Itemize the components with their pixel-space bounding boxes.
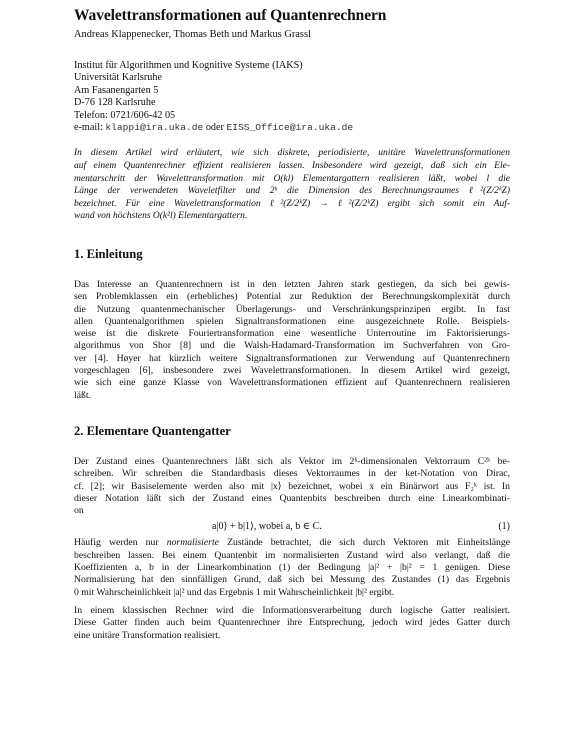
body-line: Normalisierung hat den sinnfälligen Grund, daß sich bei Messung des Zustandes (1) das Ergebnis (74, 574, 510, 586)
email-link-klappi[interactable]: klappi@ira.uka.de (105, 122, 204, 134)
body-line: cf. [2]; wir Basiselemente werden also mit |x⟩ bezeichnet, wobei x ein Binärwort aus F₂ᵏ ist. In (74, 480, 510, 492)
equation-body: a|0⟩ + b|1⟩, wobei a, b ∈ C. (212, 521, 322, 533)
abstract (74, 147, 510, 223)
paper-title: Wavelettransformationen auf Quantenrechnern (74, 7, 387, 24)
abstract-line: bezeichnet. Für eine Wavelettransformation ℓ²(Z/2ᵏZ) → ℓ²(Z/2ᵏZ) ergibt sich somit ein Auf- (74, 198, 510, 209)
text-span: Häufig werden nur (74, 537, 159, 549)
abstract-line: mentarschritt der Wavelettransformation mit O(kl) Elementargattern realisieren läßt, wobei l die (74, 173, 510, 184)
body-line: Das Interesse an Quantenrechnern ist in den letzten Jahren stark gestiegen, da sich bei gewis- (74, 279, 510, 290)
post-equation-text (74, 537, 510, 598)
paper-authors: Andreas Klappenecker, Thomas Beth und Markus Grassl (74, 29, 311, 40)
body-line: ver [4]. Høyer hat kürzlich weitere Signaltransformationen zur Verwendung auf Quantenrechnern (74, 352, 510, 364)
abstract-line: auf einem Quantenrechner effizient realisieren lassen. Insbesondere wird gezeigt, daß sich ein Ele- (74, 161, 510, 172)
body-line: In einem klassischen Rechner wird die Informationsverarbeitung durch logische Gatter realisiert. (74, 604, 510, 616)
email-line (74, 122, 510, 134)
body-line: schreiben. Wir schreiben die Standardbasis dieses Vektorraumes in der ket-Notation von Dirac, (74, 468, 510, 480)
body-line: wie sich eine ganze Klasse von Wavelettransformationen effizient auf Quantenrechnern realisieren (74, 377, 510, 389)
address-line: Am Fasanengarten 5 (74, 84, 159, 96)
author-address (74, 60, 510, 134)
body-line: weise ist die diskrete Fouriertransformation eine wesentliche Unterroutine im Faktorisierungs- (74, 328, 510, 340)
abstract-line: In diesem Artikel wird erläutert, wie sich diskrete, periodisierte, unitäre Wavelettransformationen (74, 148, 510, 159)
address-line: Universität Karlsruhe (74, 72, 162, 84)
body-line: on (74, 505, 84, 517)
abstract-line: Länge der verwendeten Waveletfilter und 2ᵏ die Dimension des Berechnungsraumes ℓ²(Z/2ᵏZ) (74, 186, 510, 197)
paper-page (74, 6, 510, 642)
body-line: die Nutzung quantenmechanischer Überlagerungs- und Verschränkungsprinzipen ergibt. In fast (74, 303, 510, 315)
emphasis-normalisierte: normalisierte (166, 537, 219, 549)
body-line (74, 537, 510, 549)
body-line: eine unitäre Transformation realisiert. (74, 629, 221, 641)
address-line: Institut für Algorithmen und Kognitive Systeme (IAKS) (74, 60, 303, 71)
section-body-einleitung (74, 279, 510, 402)
address-line: Telefon: 0721/606-42 05 (74, 109, 176, 121)
section-heading-quantengatter: 2. Elementare Quantengatter (74, 423, 231, 438)
equation-1 (74, 519, 510, 535)
body-line: Diese Gatter finden auch beim Quantenrechner ihre Entsprechung, jedoch wird jedes Gatter durch (74, 617, 510, 629)
section-body-quantengatter (74, 456, 510, 642)
text-span: Zustände betrachtet, die sich durch Vektoren mit Einheitslänge (227, 537, 511, 549)
body-line: Koeffizienten a, b in der Linearkombination (1) der Bedingung |a|² + |b|² = 1 genügen. Diese (74, 562, 510, 574)
equation-number: (1) (498, 521, 510, 533)
email-label: e-mail: (74, 122, 103, 134)
body-line: Der Zustand eines Quantenrechners läßt sich als Vektor im 2ᵏ-dimensionalen Vektorraum C²ᵏ be- (74, 455, 510, 467)
body-line: 0 mit Wahrscheinlichkeit |a|² und das Ergebnis 1 mit Wahrscheinlichkeit |b|² ergibt. (74, 586, 395, 598)
body-line: vorgeschlagen [6], insbesondere zwei Wavelettransformationen. In diesem Artikel wird gezeigt, (74, 365, 510, 377)
body-line: beschreiben lassen. Bei einem Quantenbit im normalisierten Zustand wird also verlangt, daß die (74, 549, 510, 561)
abstract-line: wand von höchstens O(k²l) Elementargattern. (74, 211, 248, 222)
body-line: dieser Notation läßt sich der Zustand eines Quantenbits beschreiben durch eine Linearkombinati- (74, 492, 510, 504)
address-line: D-76 128 Karlsruhe (74, 97, 156, 109)
body-line: läßt. (74, 389, 91, 401)
section-heading-einleitung: 1. Einleitung (74, 247, 143, 261)
body-line: allen Quantenalgorithmen spielen Signaltransformationen eine ausgezeichnete Rolle. Beispiels- (74, 315, 510, 327)
paragraph-gatter (74, 605, 510, 642)
body-line: algorithmus von Shor [8] und die Walsh-Hadamard-Transformation im Suchverfahren von Gro- (74, 340, 510, 352)
email-link-eiss-office[interactable]: EISS_Office@ira.uka.de (226, 122, 354, 134)
email-join: oder (205, 122, 224, 134)
body-line: sen Problemklassen ein (erhebliches) Potential zur Reduktion der Berechnungskomplexität durch (74, 291, 510, 303)
